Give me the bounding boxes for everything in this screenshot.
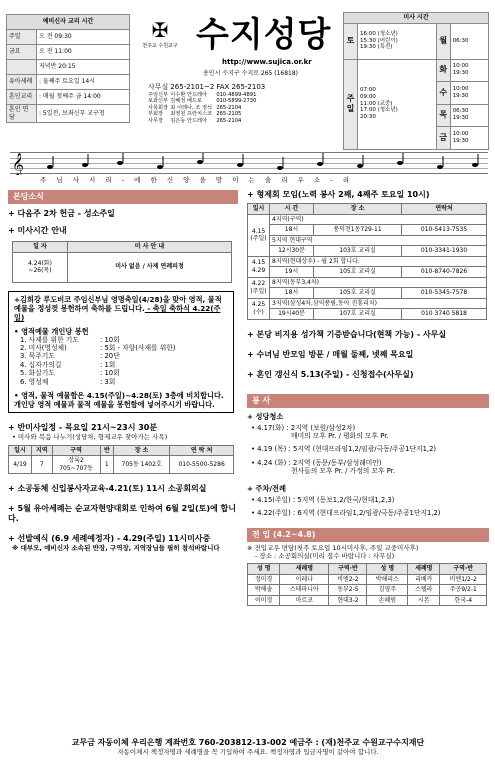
cleaning-date: • 4.24 (화) : (251, 458, 291, 467)
mass-notice-text: 미사시간 안내 (17, 226, 67, 235)
group-meeting-title: + 형제회 모임(노력 봉사 2째, 4째주 토요일 10시) (247, 190, 430, 199)
cleaning-sub: 매미의 모후 Pr. / 평화의 모후 Pr. (291, 431, 389, 440)
meeting-group: 5지역 현대구역 (270, 235, 487, 246)
table-cell: 비엔1/2-2 (440, 574, 487, 585)
mass-day: 목 (436, 104, 450, 127)
table-cell: 705동 1402호 (114, 456, 170, 474)
hymnbook-notice: + 본당 비지용 성가책 기증받습니다(현책 가능) - 사무실 (247, 329, 447, 339)
cleaning-title: + 성당청소 (247, 411, 284, 421)
meeting-time: 19시40분 (270, 309, 314, 320)
cleaning-sub: 천사들의 모후 Pr. / 가정의 모후 Pr. (291, 467, 396, 476)
marriage-renewal-notice: + 혼인 갱신식 5.13(주일) - 신청접수(사무실) (247, 369, 414, 379)
study-title: + 반미사일정 - 목요일 21시~23시 30분 (8, 423, 158, 433)
mass-time: 16:00 (청소년) (360, 30, 398, 37)
cleaning-area: 5지역 (현대프라임1,2/임광/극동/주공1단지1,2) (292, 445, 437, 454)
schedule-label: 혼인 면담 (7, 105, 37, 123)
marriage-renewal-text: 혼인 갱신식 5.13(주일) - 신청접수(사무실) (256, 369, 414, 379)
study-text: 반미사일정 - 목요일 21시~23시 30분 (17, 423, 158, 433)
parking-area: 6지역 (현대프라임1,2/임광/극동/주공1단지1,2) (297, 509, 441, 518)
contact-phone: 265-2104 (216, 104, 242, 111)
mass-time: 09:00 (360, 93, 376, 100)
training-text: 소공동체 신입봉사자교육-4.21(토) 11시 소공회의실 (17, 484, 207, 494)
meeting-contact: 010-5413-7535 (402, 225, 487, 236)
mass-time: 19:30 (452, 70, 469, 77)
table-cell: 1 (100, 456, 113, 474)
meeting-contact: 010-8740-7826 (402, 267, 487, 278)
mass-time: 06:30 (452, 37, 469, 44)
column-header: 구역·반 (329, 564, 367, 575)
meeting-time: 12시30분 (270, 246, 314, 257)
mass-time: 07:00 (360, 86, 376, 93)
table-cell: 상록2 705~707동 (52, 456, 100, 474)
table-cell: 주공9/2-1 (440, 585, 487, 596)
meeting-group: 8지역(동부3,4차) (270, 277, 487, 288)
schedule-label: 주일 (7, 30, 37, 45)
table-cell: 7 (31, 456, 52, 474)
table-row (248, 595, 487, 606)
offering-list (20, 336, 228, 387)
schedule-value: : 매월 첫째주 금 14:00 (37, 90, 130, 105)
offering-count: : 20단 (100, 352, 120, 361)
group-meeting-text: 형제회 모임(노력 봉사 2째, 4째주 토요일 10시) (256, 190, 430, 199)
meeting-contact: 010 3740 5818 (402, 309, 487, 320)
bulletin-title: 수지성당 (196, 15, 332, 55)
collection-text: 다음주 2차 헌금 - 성소주일 (17, 209, 115, 218)
schedule-value: 오 전 09:30 (37, 30, 130, 45)
parking-item (251, 496, 489, 504)
transfer-table (247, 563, 487, 606)
mass-notice-date: 4.24(화) ~26(목) (13, 252, 68, 282)
contact-name: 이수환 안드레아 (170, 91, 208, 98)
music-notes-icon (10, 153, 488, 175)
contact-role: 사목회장 (148, 104, 169, 111)
mass-notice-note: 미사 없음 / 사제 연례피정 (68, 252, 232, 282)
contact-role: 주임신부 (148, 91, 169, 98)
offering-count: : 1회 (100, 360, 116, 369)
meeting-time: 18시 (270, 288, 314, 299)
schedule-label: 혼인교리 (7, 90, 37, 105)
music-staff (10, 152, 488, 174)
contact-phone: 010-4899-4891 (216, 91, 257, 98)
election-notice: + 선발예식 (6.9 세례예정자) - 4.29(주일) 11시미사중 (8, 534, 211, 544)
training-notice: + 소공동체 신입봉사자교육-4.21(토) 11시 소공회의실 (8, 484, 207, 494)
column-header: 성 명 (248, 564, 280, 575)
table-cell: 시몬 (408, 595, 440, 606)
table-cell: 이미경 (248, 595, 280, 606)
column-header: 시 간 (270, 204, 314, 215)
offering-closing: • 영적, 물적 예물함은 4.15(주일)~4.28(토) 3층에 비치합니다. 개인당 영적 예물과 물적 예물을 봉헌함에 넣어주시기 바랍니다. (14, 391, 224, 410)
table-cell: 비엔2-2 (329, 574, 367, 585)
table-cell: 박해리스 (367, 574, 408, 585)
mass-times-title: 미사 시간 (344, 13, 489, 24)
website-url[interactable]: http://www.sujica.or.kr (222, 58, 312, 66)
mass-time: 19:30 (특전) (360, 44, 393, 51)
mass-time: 19:30 (452, 92, 469, 99)
meeting-place: 105호 교리실 (314, 267, 402, 278)
transfer-note: ※ 전입교우 면담(첫주 토요일 10시미사후, 주일 교중미사후) (247, 543, 419, 552)
schedule-label (7, 60, 37, 75)
mass-time: 10:00 (452, 63, 469, 70)
mass-day: 화 (436, 59, 450, 82)
transfer-note: - 장소 : 소공회의실(미리 접수 바랍니다 : 사무실) (255, 552, 395, 561)
meeting-group: 3지역(삼성4차,삼익풍림,동아 진흥리치) (270, 298, 487, 309)
meeting-place: 103호 교리실 (314, 246, 402, 257)
column-header: 세례명 (280, 564, 329, 575)
column-header: 세례명 (408, 564, 440, 575)
right-column (247, 190, 489, 606)
contact-phone: 010-5899-2730 (216, 98, 257, 105)
mass-day: 월 (436, 23, 450, 59)
offering-name: 2. 미사(영성체) (20, 343, 67, 352)
meeting-date: 4.15 4.29 (248, 256, 270, 277)
meeting-time: 18시 (270, 225, 314, 236)
offering-name: 1. 사제를 위한 기도 (20, 335, 79, 344)
election-note: ※ 대부모, 예비신자 소속된 반장, 구역장, 지역장님들 필히 참석바랍니다 (12, 544, 220, 553)
office-phone: 265-2101~2 (170, 83, 215, 91)
meeting-date: 4.15 (주일) (248, 214, 270, 256)
footer (8, 738, 488, 756)
column-header: 지역 (31, 445, 52, 456)
offering-name: 3. 묵주기도 (20, 352, 55, 361)
offering-name: 6. 영성체 (20, 377, 49, 386)
offering-name: 5. 화살기도 (20, 369, 55, 378)
hymnbook-text: 본당 비지용 성가책 기증받습니다(현책 가능) - 사무실 (256, 329, 447, 339)
column-header: 반 (100, 445, 113, 456)
election-text: 선발예식 (6.9 세례예정자) - 4.29(주일) 11시미사중 (17, 534, 211, 544)
contact-role: 사무장 (148, 117, 164, 124)
table-cell: 김영주 (367, 585, 408, 596)
schedule-value: 저녁반 20:15 (37, 60, 130, 75)
offering-name: 4. 십자가의길 (20, 360, 62, 369)
offering-item (20, 336, 228, 344)
contact-table (147, 83, 337, 124)
section-service: 봉 사 (247, 394, 489, 408)
schedule-label: 금요 (7, 45, 37, 60)
meeting-contact: 010-5345-7578 (402, 288, 487, 299)
study-table (8, 445, 234, 475)
mass-notice-title: + 미사시간 안내 (8, 226, 67, 235)
contact-role: 보좌신부 (148, 98, 169, 105)
meeting-group: 8지역(현대상우) - 월 2회 합니다. (270, 256, 487, 267)
column-header: 장 소 (314, 204, 402, 215)
meeting-time: 19시 (270, 267, 314, 278)
mass-time: 19:30 (452, 137, 469, 144)
contact-phone: 265-2105 (216, 111, 242, 118)
mass-day: 토 (344, 23, 358, 59)
feast-day-box (8, 291, 234, 414)
column-header: 연 락 처 (170, 445, 234, 456)
column-header: 일 자 (13, 242, 68, 253)
mass-day: 주일 (344, 59, 358, 149)
mass-time: 06:30 (452, 108, 469, 115)
contact-name: 김은동 안드레아 (170, 117, 208, 124)
table-row (248, 574, 487, 585)
schedule-value: 오 전 11:00 (37, 45, 130, 60)
parking-date: • 4.15(주일) : (251, 495, 296, 504)
parish-logo (134, 18, 186, 49)
feast-highlight: - 축일 축하식 4.22(주일) (14, 303, 221, 322)
table-row (9, 456, 234, 474)
mass-day: 금 (436, 127, 450, 150)
office-label: 사무실 (148, 83, 169, 91)
baptism-text: 5월 유아세례는 순교자현양대회로 인하여 6월 2일(토)에 합니다. (8, 504, 236, 524)
mass-time: 17:00 (청소년) (360, 107, 398, 114)
table-cell: 동부2-5 (329, 585, 367, 596)
mass-time: 20:30 (360, 114, 376, 121)
sister-visit-notice: + 수녀님 반모임 방문 / 매월 둘째, 넷째 목요일 (247, 349, 414, 359)
column-header: 구역·반 (440, 564, 487, 575)
table-cell: 010-5500-5286 (170, 456, 234, 474)
section-transfer: 전 입 (4.2~4.8) (247, 528, 489, 542)
meeting-place: 풍덕천1동729-11 (314, 225, 402, 236)
parking-item (251, 509, 489, 517)
footer-note: 자동이체시 책정자명과 세례명을 꼭 기입하여 주세요. 책정자명과 입금자명이 같아야 합니다. (117, 748, 379, 756)
study-subtext: • 미사와 복음 나누기(성당차, 형제교우 찾아가는 사목) (12, 433, 168, 442)
column-header: 미 사 안 내 (68, 242, 232, 253)
table-cell: 리베카 (408, 574, 440, 585)
offering-count: : 10회 (100, 335, 120, 344)
table-cell: 손혜원 (367, 595, 408, 606)
meeting-contact: 010-3341-1930 (402, 246, 487, 257)
cross-icon: ✠ (151, 18, 169, 42)
mass-times-table (343, 12, 489, 150)
sister-visit-text: 수녀님 반모임 방문 / 매월 둘째, 넷째 목요일 (256, 349, 414, 359)
table-row (248, 585, 487, 596)
meeting-date: 4.22 (주일) (248, 277, 270, 298)
column-header: 일시 (9, 445, 32, 456)
group-meeting-table (247, 203, 487, 320)
contact-name: 최영원 프란치스코 (170, 111, 213, 118)
column-header: 장 소 (114, 445, 170, 456)
table-cell: 마르코 (280, 595, 329, 606)
offering-count: : 3회 (100, 377, 116, 386)
table-cell: 스텔라 (408, 585, 440, 596)
fax-number: 265-2103 (231, 83, 266, 91)
catechism-title: 예비신자 교리 시간 (7, 15, 130, 30)
contact-name: 최 이레나, 조 정석 (170, 104, 212, 111)
cleaning-date: • 4.17(화) : (251, 423, 289, 432)
contact-role: 부회장 (148, 111, 164, 118)
schedule-label: 유아세례 (7, 75, 37, 90)
collection-notice: + 다음주 2차 헌금 - 성소주일 (8, 209, 115, 218)
mass-time: 15:30 (어린이) (360, 37, 398, 44)
offering-list-title: • 영적예물 개인당 봉헌 (14, 326, 89, 336)
column-header: 구역 (52, 445, 100, 456)
parking-area: 5지역 (동보1,2/한국/현대1,2,3) (297, 495, 395, 504)
table-cell: 이레나 (280, 574, 329, 585)
mass-time: 11:00 (교중) (360, 100, 393, 107)
footer-bank-info: 교무금 자동이체 우리은행 계좌번호 760-203812-13-002 예금주 : (재)천주교 수원교구수지재단 (71, 738, 425, 747)
offering-count: : 10회 (100, 369, 120, 378)
meeting-date: 4.25 (수) (248, 298, 270, 319)
schedule-value: : 둘째주 토요일 14시 (37, 75, 130, 90)
mass-time: 10:00 (452, 130, 469, 137)
feast-message: +김희강 루도비코 주임신부님 영명축일(4/28)을 맞아 영적, 물적 예물을 정성껏 봉헌하여 축하를 드립니다. (14, 294, 222, 313)
cleaning-area: 2지역 (동문/동부/삼성래미안) (292, 458, 382, 467)
schedule-value: : 5일전, 보좌신부 교구청 (37, 105, 130, 123)
baptism-notice: + 5월 유아세례는 순교자현양대회로 인하여 6월 2일(토)에 합니다. (8, 504, 236, 524)
catechism-schedule-table (6, 14, 130, 123)
offering-count: : 5회 - 자향(사제를 위한) (100, 343, 176, 352)
cleaning-area: 2지역 (보원/삼성2차) (290, 423, 356, 432)
table-cell: 현대3-2 (329, 595, 367, 606)
column-header: 연락처 (402, 204, 487, 215)
table-cell: 박해솔 (248, 585, 280, 596)
fax-label: FAX (216, 83, 230, 91)
mass-notice-table (12, 241, 232, 283)
table-cell: 한국-4 (440, 595, 487, 606)
hymn-lyrics: 주 님 사 시 리 - 에 한 신 양 을 맘 이 는 솔 리 우 소 - 리 (40, 176, 353, 184)
mass-day: 수 (436, 82, 450, 105)
offering-item (20, 378, 228, 386)
column-header: 일시 (248, 204, 270, 215)
parking-list (251, 496, 489, 518)
column-header: 성 명 (367, 564, 408, 575)
parking-date: • 4.22(주일) : (251, 509, 296, 518)
meeting-group: 4지역(구역) (270, 214, 487, 225)
cleaning-item (251, 424, 489, 432)
mass-time: 10:00 (452, 85, 469, 92)
parish-address: 용인시 수지구 수지로 265 (16818) (203, 70, 299, 77)
table-cell: 스테파니아 (280, 585, 329, 596)
contact-phone: 265-2104 (216, 117, 242, 124)
svg-text:𝄞: 𝄞 (12, 153, 24, 175)
meeting-place: 107호 교리실 (314, 309, 402, 320)
contact-name: 김혜정 베드로 (170, 98, 203, 105)
parking-title: + 주차/전례 (247, 483, 286, 493)
offering-item (20, 352, 228, 360)
cleaning-item (251, 445, 489, 453)
table-cell: 4/19 (9, 456, 32, 474)
offering-item (20, 369, 228, 377)
feast-text (14, 295, 228, 322)
cleaning-date: • 4.19 (목) : (251, 445, 291, 454)
meeting-place: 105호 교리실 (314, 288, 402, 299)
left-column (8, 190, 238, 552)
cleaning-list (251, 424, 489, 476)
mass-time: 19:30 (452, 115, 469, 122)
diocese-name: 천주교 수원교구 (142, 43, 178, 49)
table-cell: 정미경 (248, 574, 280, 585)
section-parish-news: 본당소식 (8, 190, 238, 204)
